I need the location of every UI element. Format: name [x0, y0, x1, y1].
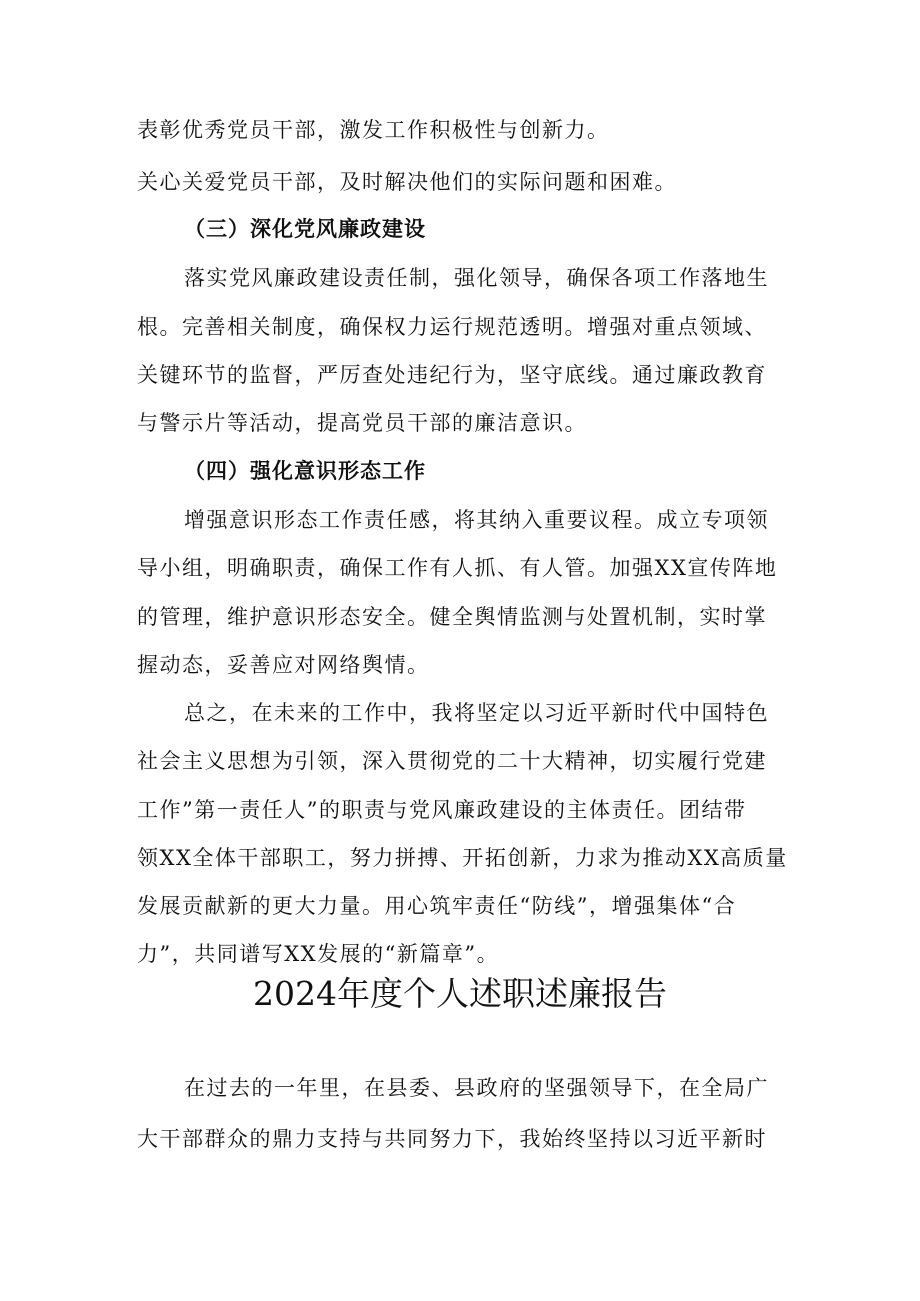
paragraph-first-line: 落实党风廉政建设责任制，强化领导，确保各项工作落地生 [184, 266, 769, 290]
text-line: 领XX全体干部职工，努力拼搏、开拓创新，力求为推动XX高质量 [137, 846, 788, 870]
text-line: 社会主义思想为引领，深入贯彻党的二十大精神，切实履行党建 [137, 749, 767, 773]
text-line: 表彰优秀党员干部，激发工作积极性与创新力。 [137, 118, 610, 142]
text-line: 握动态，妥善应对网络舆情。 [137, 653, 430, 677]
report-title: 2024年度个人述职述廉报告 [253, 974, 667, 1013]
text-line: 的管理，维护意识形态安全。健全舆情监测与处置机制，实时掌 [137, 605, 767, 629]
text-line: 根。完善相关制度，确保权力运行规范透明。增强对重点领域、 [137, 315, 767, 339]
section-heading: （三）深化党风廉政建设 [184, 217, 426, 241]
text-line: 大干部群众的鼎力支持与共同努力下，我始终坚持以习近平新时 [137, 1127, 767, 1151]
text-line: 力”，共同谱写XX发展的“新篇章”。 [137, 942, 500, 966]
text-line: 发展贡献新的更大力量。用心筑牢责任“防线”，增强集体“合 [137, 894, 737, 918]
text-line: 工作”第一责任人”的职责与党风廉政建设的主体责任。团结带 [137, 798, 747, 822]
text-line: 关键环节的监督，严厉查处违纪行为，坚守底线。通过廉政教育 [137, 363, 767, 387]
text-line: 导小组，明确职责，确保工作有人抓、有人管。加强XX宣传阵地 [137, 556, 778, 580]
section-heading: （四）强化意识形态工作 [184, 459, 426, 483]
text-line: 关心关爱党员干部，及时解决他们的实际问题和困难。 [137, 170, 677, 194]
paragraph-first-line: 在过去的一年里，在县委、县政府的坚强领导下，在全局广 [184, 1076, 769, 1100]
text-line: 与警示片等活动，提高党员干部的廉洁意识。 [137, 411, 587, 435]
paragraph-first-line: 总之，在未来的工作中，我将坚定以习近平新时代中国特色 [184, 701, 769, 725]
paragraph-first-line: 增强意识形态工作责任感，将其纳入重要议程。成立专项领 [184, 508, 769, 532]
